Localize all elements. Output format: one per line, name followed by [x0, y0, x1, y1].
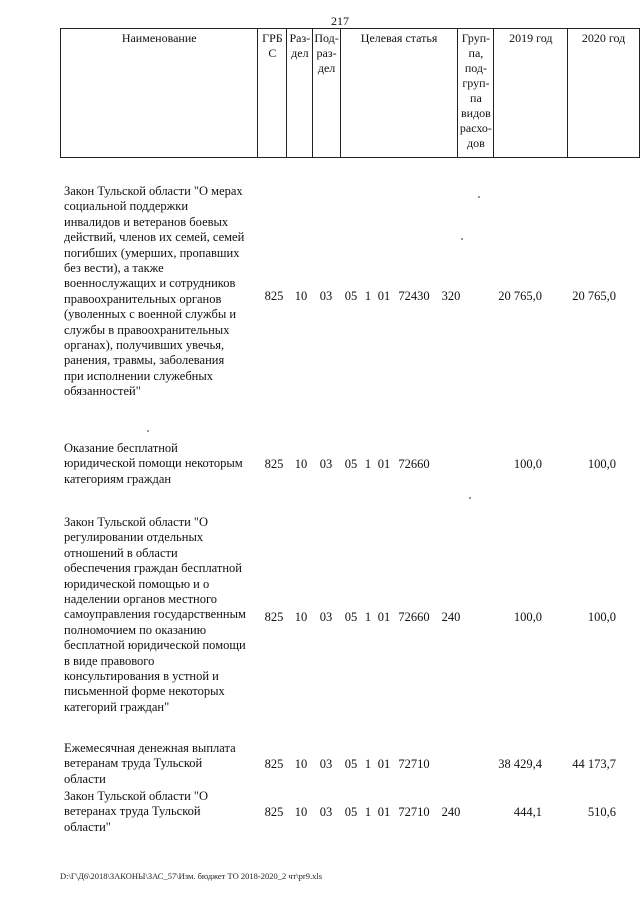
cell-target-direction: 72660	[398, 610, 430, 624]
cell-razdel: 10	[294, 757, 308, 771]
cell-target-program: 05	[344, 289, 358, 303]
cell-razdel: 10	[294, 805, 308, 819]
cell-grbs: 825	[264, 289, 284, 303]
cell-target-direction: 72710	[398, 805, 430, 819]
row-name: Ежемесячная денежная выплата ветеранам труда Тульской области	[64, 741, 236, 786]
row-values	[60, 457, 617, 473]
row-values	[60, 610, 617, 626]
cell-podrazdel: 03	[319, 289, 333, 303]
row-values	[60, 289, 617, 305]
row-values	[60, 757, 617, 773]
scan-speck	[469, 497, 471, 499]
cell-target-subprogram: 1	[364, 757, 372, 771]
cell-podrazdel: 03	[319, 805, 333, 819]
cell-expense-group: 320	[441, 289, 461, 303]
cell-grbs: 825	[264, 457, 284, 471]
cell-grbs: 825	[264, 757, 284, 771]
cell-2020: 20 765,0	[572, 289, 616, 303]
scan-speck	[461, 238, 463, 240]
cell-razdel: 10	[294, 610, 308, 624]
cell-target-subprogram: 1	[364, 805, 372, 819]
cell-target-event: 01	[377, 805, 391, 819]
header-year-2020: 2020 год	[568, 29, 640, 158]
cell-2019: 20 765,0	[498, 289, 542, 303]
header-expense-group: Груп- па, под- груп- па видов расхо- дов	[458, 29, 494, 158]
cell-target-subprogram: 1	[364, 289, 372, 303]
header-razdel: Раз- дел	[287, 29, 313, 158]
file-path-footer: D:\Г\Д6\2018\ЗАКОНЫ\ЗАС_57\Изм. бюджет ТО 2018-2020_2 чт\pr9.xls	[60, 871, 323, 881]
cell-2019: 38 429,4	[498, 757, 542, 771]
cell-target-subprogram: 1	[364, 457, 372, 471]
scan-speck	[147, 430, 149, 432]
cell-target-event: 01	[377, 757, 391, 771]
cell-target-event: 01	[377, 457, 391, 471]
header-name: Наименование	[61, 29, 258, 158]
cell-target-program: 05	[344, 457, 358, 471]
cell-2019: 444,1	[513, 805, 542, 819]
cell-target-program: 05	[344, 757, 358, 771]
cell-target-program: 05	[344, 610, 358, 624]
cell-target-direction: 72430	[398, 289, 430, 303]
cell-podrazdel: 03	[319, 610, 333, 624]
cell-expense-group: 240	[441, 805, 461, 819]
cell-2020: 100,0	[587, 610, 616, 624]
cell-podrazdel: 03	[319, 757, 333, 771]
cell-grbs: 825	[264, 805, 284, 819]
row-name: Закон Тульской области "О ветеранах труда Тульской области"	[64, 789, 209, 834]
cell-podrazdel: 03	[319, 457, 333, 471]
page-number: 217	[331, 14, 349, 28]
cell-2020: 100,0	[587, 457, 616, 471]
cell-target-event: 01	[377, 610, 391, 624]
cell-grbs: 825	[264, 610, 284, 624]
row-name: Закон Тульской области "О мерах социальной поддержки инвалидов и ветеранов боевых действий, членов их семей, семей погибших (умерших, пропавших без вести), а также военнослужащих и сотрудников правоохранительных органов (уволенных с военной службы и службы в правоохранительных органах), получивших увечья, ранения, травмы, заболевания при исполнении служебных обязанностей"	[64, 184, 245, 399]
cell-2019: 100,0	[513, 457, 542, 471]
row-name: Закон Тульской области "О регулировании отдельных отношений в области обеспечения граждан бесплатной юридической помощью и о наделении органов местного самоуправления государственным полномочием по оказанию бесплатной юридической помощи в виде правового консультирования в устной и письменной форме некоторых категорий граждан"	[64, 515, 246, 714]
scan-speck	[478, 196, 480, 198]
header-podrazdel: Под- раз- дел	[313, 29, 340, 158]
header-grbs: ГРБ С	[258, 29, 287, 158]
header-target-article: Целевая статья	[340, 29, 458, 158]
cell-target-direction: 72660	[398, 457, 430, 471]
row-values	[60, 805, 617, 821]
header-year-2019: 2019 год	[494, 29, 568, 158]
cell-razdel: 10	[294, 457, 308, 471]
column-header-table	[60, 28, 640, 158]
cell-target-subprogram: 1	[364, 610, 372, 624]
cell-2019: 100,0	[513, 610, 542, 624]
cell-expense-group: 240	[441, 610, 461, 624]
cell-target-program: 05	[344, 805, 358, 819]
cell-2020: 510,6	[587, 805, 616, 819]
cell-razdel: 10	[294, 289, 308, 303]
cell-2020: 44 173,7	[572, 757, 616, 771]
cell-target-direction: 72710	[398, 757, 430, 771]
row-name: Оказание бесплатной юридической помощи некоторым категориям граждан	[64, 441, 243, 486]
cell-target-event: 01	[377, 289, 391, 303]
